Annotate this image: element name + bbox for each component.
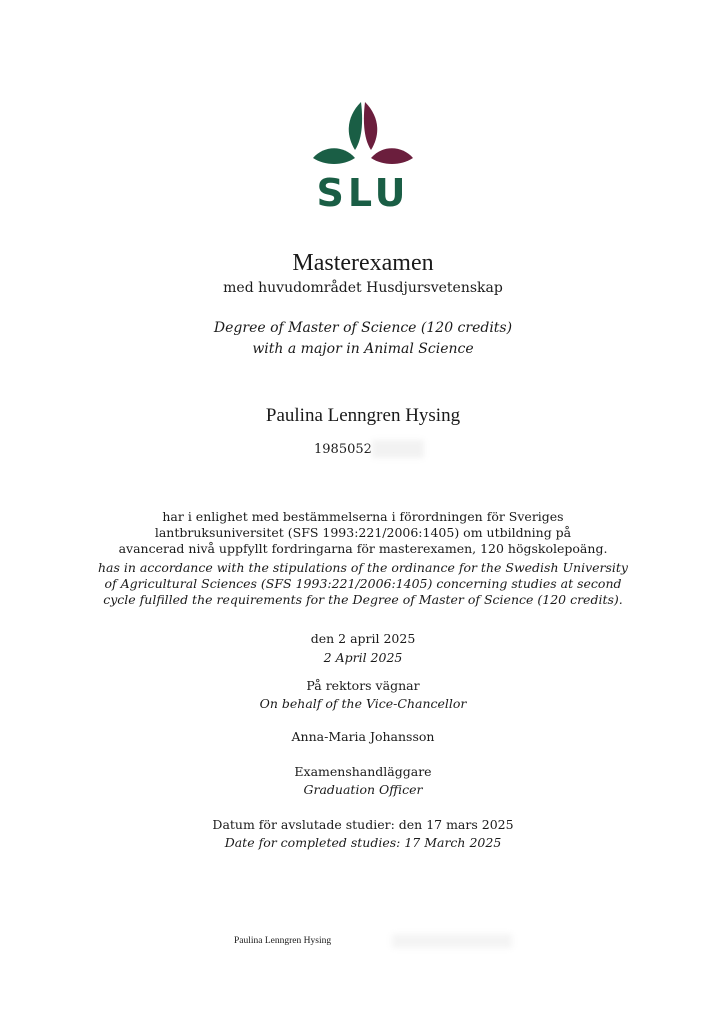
signer-name: Anna-Maria Johansson xyxy=(291,729,435,744)
behalf-swedish: På rektors vägnar xyxy=(306,678,420,693)
completion-date-swedish: Datum för avslutade studier: den 17 mars 2025 xyxy=(212,817,514,832)
statement-sv-line2: lantbruksuniversitet (SFS 1993:221/2006:1405) om utbildning på xyxy=(154,525,572,540)
logo-right-leaf xyxy=(371,148,413,164)
signer-role-swedish: Examenshandläggare xyxy=(294,764,432,779)
behalf-english: On behalf of the Vice-Chancellor xyxy=(259,696,467,711)
footer-redaction xyxy=(392,934,512,948)
statement-sv-line1: har i enlighet med bestämmelserna i förordningen för Sveriges xyxy=(162,509,564,524)
statement-en-line1: has in accordance with the stipulations of the ordinance for the Swedish University xyxy=(97,560,628,575)
signer-role-english: Graduation Officer xyxy=(303,782,423,797)
logo-center-left-leaf xyxy=(349,102,362,150)
logo-text: SLU xyxy=(316,171,410,212)
redaction-mark xyxy=(372,440,424,458)
statement-en-line2: of Agricultural Sciences (SFS 1993:221/2006:1405) concerning studies at second xyxy=(104,576,622,591)
degree-english-line1: Degree of Master of Science (120 credits) xyxy=(213,320,513,336)
slu-logo xyxy=(303,100,423,212)
issue-date-english: 2 April 2025 xyxy=(323,650,403,665)
personal-id: 1985052 xyxy=(314,442,372,457)
logo-center-right-leaf xyxy=(364,102,377,150)
statement-english xyxy=(0,560,726,608)
recipient-name: Paulina Lenngren Hysing xyxy=(265,405,461,426)
degree-english xyxy=(0,318,726,360)
degree-english-line2: with a major in Animal Science xyxy=(252,341,474,357)
statement-en-line3: cycle fulfilled the requirements for the Degree of Master of Science (120 credits). xyxy=(103,592,623,607)
completion-date-english: Date for completed studies: 17 March 2025 xyxy=(224,835,502,850)
degree-title: Masterexamen xyxy=(292,250,434,276)
degree-subtitle: med huvudområdet Husdjursvetenskap xyxy=(223,280,503,296)
logo-left-leaf xyxy=(313,148,355,164)
statement-swedish xyxy=(0,509,726,557)
statement-sv-line3: avancerad nivå uppfyllt fordringarna för masterexamen, 120 högskolepoäng. xyxy=(118,541,608,556)
issue-date-swedish: den 2 april 2025 xyxy=(310,631,416,646)
footer-name: Paulina Lenngren Hysing xyxy=(234,936,332,946)
